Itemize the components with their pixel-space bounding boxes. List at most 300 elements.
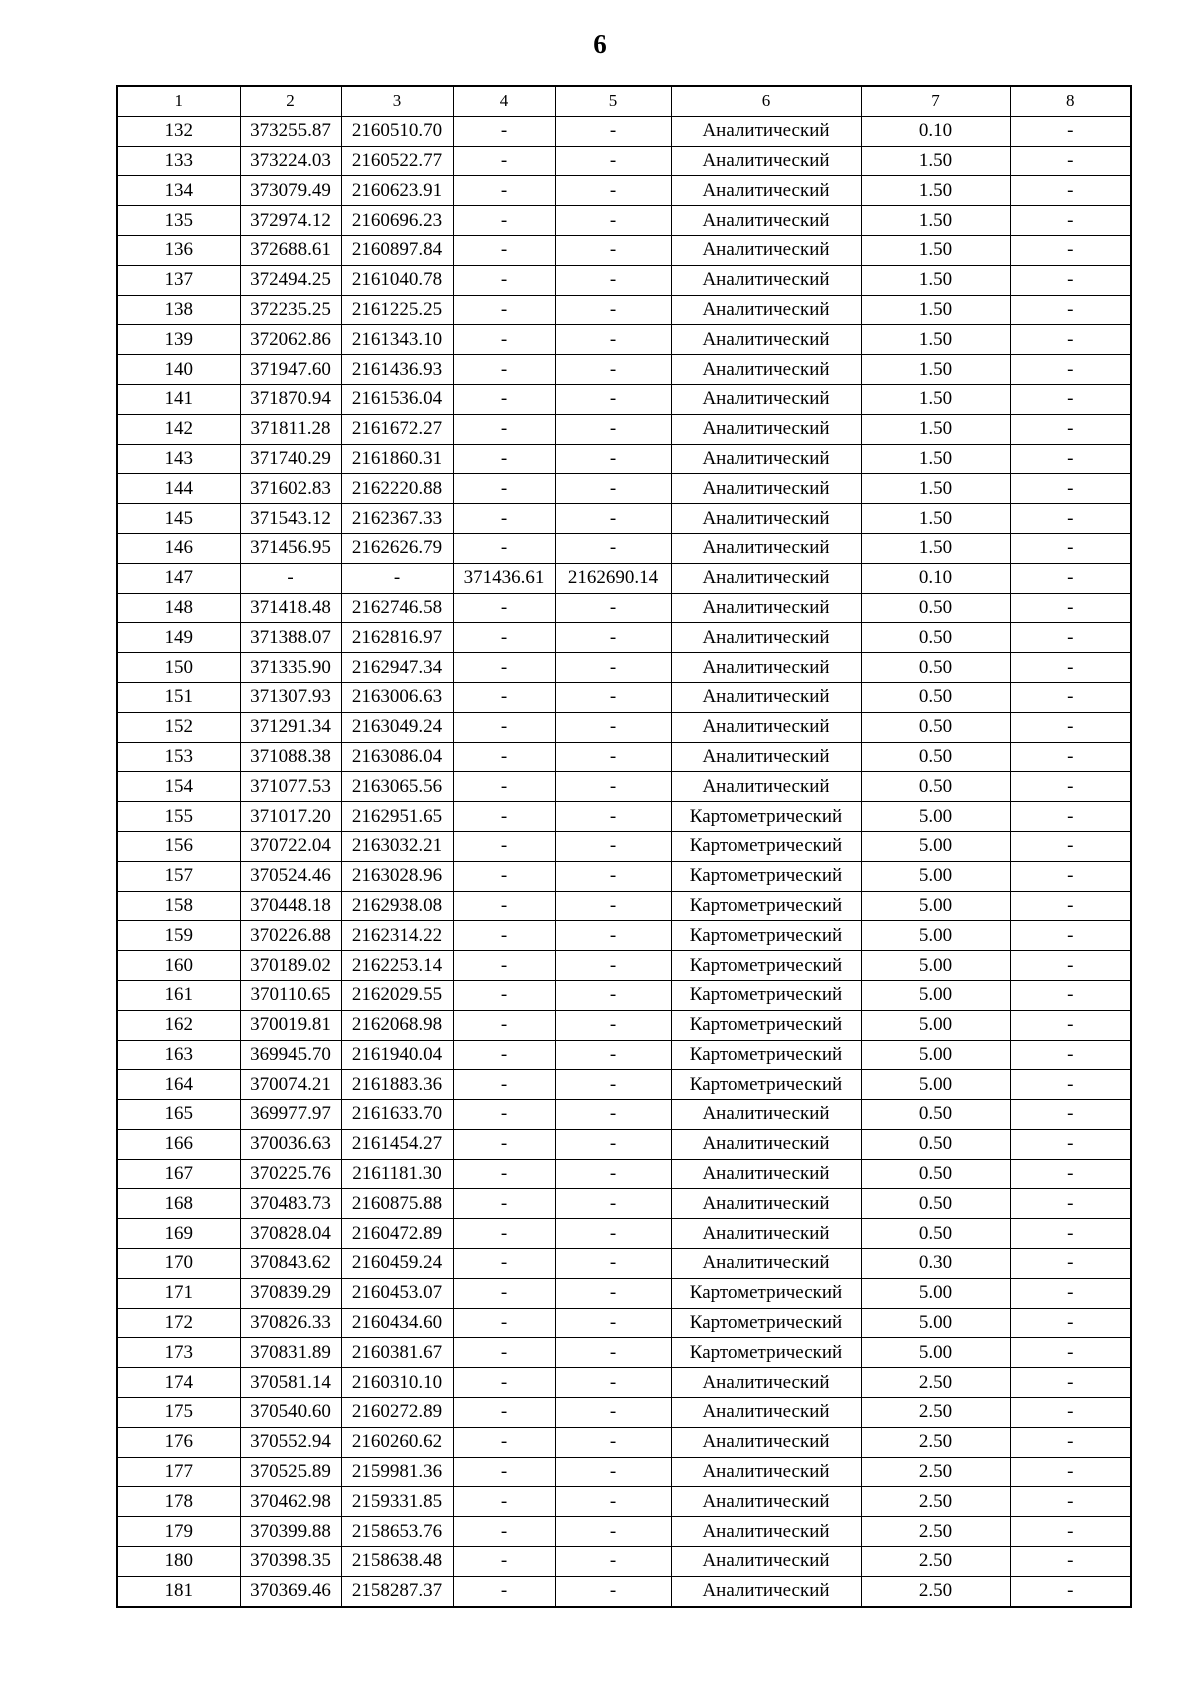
coord-x-new-cell: -	[453, 146, 555, 176]
table-row	[117, 1457, 1131, 1487]
coord-y-cell: 2163006.63	[341, 682, 453, 712]
coord-y-cell: 2162816.97	[341, 623, 453, 653]
table-row	[117, 623, 1131, 653]
coordinates-table	[116, 85, 1132, 1608]
coord-y-new-cell: -	[555, 504, 671, 534]
table-row	[117, 802, 1131, 832]
coord-y-new-cell: -	[555, 623, 671, 653]
accuracy-cell: 5.00	[861, 1308, 1010, 1338]
point-number-cell: 133	[117, 146, 240, 176]
note-cell: -	[1010, 325, 1131, 355]
point-number-cell: 163	[117, 1040, 240, 1070]
coord-y-cell: 2160897.84	[341, 235, 453, 265]
accuracy-cell: 2.50	[861, 1398, 1010, 1428]
accuracy-cell: 1.50	[861, 414, 1010, 444]
coord-x-cell: 369977.97	[240, 1100, 341, 1130]
coord-y-cell: 2160453.07	[341, 1278, 453, 1308]
coord-y-cell: 2161672.27	[341, 414, 453, 444]
coord-x-cell: 370826.33	[240, 1308, 341, 1338]
coord-y-cell: 2158638.48	[341, 1547, 453, 1577]
coord-y-cell: 2163086.04	[341, 742, 453, 772]
accuracy-cell: 1.50	[861, 533, 1010, 563]
method-cell: Аналитический	[671, 533, 861, 563]
note-cell: -	[1010, 444, 1131, 474]
coord-x-new-cell: -	[453, 444, 555, 474]
point-number-cell: 172	[117, 1308, 240, 1338]
coord-y-cell: 2160381.67	[341, 1338, 453, 1368]
point-number-cell: 173	[117, 1338, 240, 1368]
point-number-cell: 175	[117, 1398, 240, 1428]
note-cell: -	[1010, 593, 1131, 623]
coord-x-new-cell: -	[453, 1398, 555, 1428]
table-row	[117, 951, 1131, 981]
accuracy-cell: 0.50	[861, 1189, 1010, 1219]
coord-x-cell: 371947.60	[240, 355, 341, 385]
accuracy-cell: 2.50	[861, 1547, 1010, 1577]
coord-x-new-cell: -	[453, 533, 555, 563]
point-number-cell: 134	[117, 176, 240, 206]
coord-y-cell: 2160272.89	[341, 1398, 453, 1428]
table-row	[117, 1427, 1131, 1457]
coord-x-new-cell: 371436.61	[453, 563, 555, 593]
coord-y-cell: 2163065.56	[341, 772, 453, 802]
coord-x-new-cell: -	[453, 831, 555, 861]
method-cell: Аналитический	[671, 1547, 861, 1577]
note-cell: -	[1010, 1129, 1131, 1159]
accuracy-cell: 2.50	[861, 1457, 1010, 1487]
method-cell: Аналитический	[671, 563, 861, 593]
coord-y-new-cell: -	[555, 1427, 671, 1457]
coord-x-cell: 371602.83	[240, 474, 341, 504]
coord-y-cell: 2162220.88	[341, 474, 453, 504]
coord-x-cell: 370462.98	[240, 1487, 341, 1517]
coord-y-new-cell: 2162690.14	[555, 563, 671, 593]
point-number-cell: 144	[117, 474, 240, 504]
coord-y-new-cell: -	[555, 295, 671, 325]
table-row	[117, 384, 1131, 414]
table-row	[117, 325, 1131, 355]
coord-x-cell: 371456.95	[240, 533, 341, 563]
coord-x-cell: 371740.29	[240, 444, 341, 474]
table-row	[117, 295, 1131, 325]
note-cell: -	[1010, 1159, 1131, 1189]
note-cell: -	[1010, 355, 1131, 385]
column-header: 6	[671, 86, 861, 116]
point-number-cell: 171	[117, 1278, 240, 1308]
coord-y-new-cell: -	[555, 1576, 671, 1606]
note-cell: -	[1010, 474, 1131, 504]
coord-x-cell: 371543.12	[240, 504, 341, 534]
accuracy-cell: 1.50	[861, 384, 1010, 414]
table-row	[117, 444, 1131, 474]
coord-y-new-cell: -	[555, 682, 671, 712]
coord-y-cell: 2160696.23	[341, 206, 453, 236]
coord-y-cell: 2161343.10	[341, 325, 453, 355]
coord-x-new-cell: -	[453, 325, 555, 355]
coord-x-cell: 370019.81	[240, 1010, 341, 1040]
note-cell: -	[1010, 1189, 1131, 1219]
coord-y-cell: 2163032.21	[341, 831, 453, 861]
note-cell: -	[1010, 146, 1131, 176]
point-number-cell: 147	[117, 563, 240, 593]
coord-y-new-cell: -	[555, 533, 671, 563]
table-row	[117, 1547, 1131, 1577]
note-cell: -	[1010, 1040, 1131, 1070]
coord-x-cell: 372494.25	[240, 265, 341, 295]
coord-y-cell: 2159981.36	[341, 1457, 453, 1487]
coord-x-cell: 373224.03	[240, 146, 341, 176]
accuracy-cell: 0.50	[861, 712, 1010, 742]
coord-y-new-cell: -	[555, 1547, 671, 1577]
coord-x-new-cell: -	[453, 355, 555, 385]
table-row	[117, 1368, 1131, 1398]
point-number-cell: 151	[117, 682, 240, 712]
accuracy-cell: 0.50	[861, 1100, 1010, 1130]
coord-y-cell: 2162367.33	[341, 504, 453, 534]
note-cell: -	[1010, 1576, 1131, 1606]
table-row	[117, 1517, 1131, 1547]
coord-x-new-cell: -	[453, 1308, 555, 1338]
note-cell: -	[1010, 563, 1131, 593]
accuracy-cell: 0.50	[861, 1129, 1010, 1159]
table-row	[117, 146, 1131, 176]
coord-x-cell: 371870.94	[240, 384, 341, 414]
method-cell: Аналитический	[671, 1398, 861, 1428]
coord-x-cell: 370540.60	[240, 1398, 341, 1428]
note-cell: -	[1010, 414, 1131, 444]
coord-x-new-cell: -	[453, 206, 555, 236]
note-cell: -	[1010, 951, 1131, 981]
point-number-cell: 170	[117, 1249, 240, 1279]
coord-y-new-cell: -	[555, 712, 671, 742]
coord-y-new-cell: -	[555, 146, 671, 176]
method-cell: Картометрический	[671, 951, 861, 981]
coord-y-cell: 2162951.65	[341, 802, 453, 832]
coord-y-new-cell: -	[555, 325, 671, 355]
coord-x-new-cell: -	[453, 1457, 555, 1487]
note-cell: -	[1010, 1517, 1131, 1547]
accuracy-cell: 5.00	[861, 861, 1010, 891]
note-cell: -	[1010, 265, 1131, 295]
coord-x-cell: 370722.04	[240, 831, 341, 861]
accuracy-cell: 5.00	[861, 1040, 1010, 1070]
method-cell: Аналитический	[671, 653, 861, 683]
point-number-cell: 181	[117, 1576, 240, 1606]
point-number-cell: 176	[117, 1427, 240, 1457]
note-cell: -	[1010, 1368, 1131, 1398]
accuracy-cell: 0.10	[861, 116, 1010, 146]
coord-y-cell: 2158287.37	[341, 1576, 453, 1606]
coord-y-new-cell: -	[555, 116, 671, 146]
coord-y-cell: 2161454.27	[341, 1129, 453, 1159]
accuracy-cell: 5.00	[861, 1010, 1010, 1040]
method-cell: Аналитический	[671, 1457, 861, 1487]
accuracy-cell: 5.00	[861, 921, 1010, 951]
method-cell: Аналитический	[671, 474, 861, 504]
method-cell: Аналитический	[671, 1189, 861, 1219]
table-row	[117, 861, 1131, 891]
coord-y-cell: 2162746.58	[341, 593, 453, 623]
method-cell: Картометрический	[671, 1040, 861, 1070]
point-number-cell: 168	[117, 1189, 240, 1219]
coord-y-cell: 2161940.04	[341, 1040, 453, 1070]
note-cell: -	[1010, 712, 1131, 742]
coord-y-new-cell: -	[555, 1398, 671, 1428]
coord-y-cell: 2161436.93	[341, 355, 453, 385]
method-cell: Аналитический	[671, 504, 861, 534]
coord-x-new-cell: -	[453, 474, 555, 504]
table-row	[117, 1278, 1131, 1308]
point-number-cell: 145	[117, 504, 240, 534]
coord-y-cell: 2161181.30	[341, 1159, 453, 1189]
coord-x-cell: 370225.76	[240, 1159, 341, 1189]
coord-y-new-cell: -	[555, 176, 671, 206]
table-body	[117, 116, 1131, 1606]
column-header: 2	[240, 86, 341, 116]
accuracy-cell: 5.00	[861, 831, 1010, 861]
coord-x-cell: 370036.63	[240, 1129, 341, 1159]
coord-x-new-cell: -	[453, 1427, 555, 1457]
coord-y-new-cell: -	[555, 861, 671, 891]
coord-y-new-cell: -	[555, 235, 671, 265]
accuracy-cell: 1.50	[861, 325, 1010, 355]
coord-x-new-cell: -	[453, 265, 555, 295]
coord-y-new-cell: -	[555, 1338, 671, 1368]
table-row	[117, 1070, 1131, 1100]
method-cell: Картометрический	[671, 1010, 861, 1040]
coord-x-cell: 371418.48	[240, 593, 341, 623]
coord-x-new-cell: -	[453, 1129, 555, 1159]
point-number-cell: 169	[117, 1219, 240, 1249]
point-number-cell: 159	[117, 921, 240, 951]
coord-x-new-cell: -	[453, 1368, 555, 1398]
point-number-cell: 152	[117, 712, 240, 742]
accuracy-cell: 1.50	[861, 474, 1010, 504]
table-row	[117, 1338, 1131, 1368]
coord-x-new-cell: -	[453, 1189, 555, 1219]
coord-x-cell: 373079.49	[240, 176, 341, 206]
note-cell: -	[1010, 116, 1131, 146]
method-cell: Аналитический	[671, 265, 861, 295]
table-row	[117, 772, 1131, 802]
method-cell: Картометрический	[671, 891, 861, 921]
method-cell: Аналитический	[671, 712, 861, 742]
method-cell: Аналитический	[671, 176, 861, 206]
coord-x-new-cell: -	[453, 295, 555, 325]
coord-y-cell: 2160472.89	[341, 1219, 453, 1249]
point-number-cell: 167	[117, 1159, 240, 1189]
coord-x-new-cell: -	[453, 1219, 555, 1249]
point-number-cell: 155	[117, 802, 240, 832]
method-cell: Аналитический	[671, 295, 861, 325]
table-row	[117, 474, 1131, 504]
coord-y-cell: 2162947.34	[341, 653, 453, 683]
accuracy-cell: 1.50	[861, 295, 1010, 325]
method-cell: Аналитический	[671, 1219, 861, 1249]
coord-y-new-cell: -	[555, 1487, 671, 1517]
coord-y-new-cell: -	[555, 831, 671, 861]
coord-x-cell: 370189.02	[240, 951, 341, 981]
coord-x-cell: 370552.94	[240, 1427, 341, 1457]
method-cell: Аналитический	[671, 593, 861, 623]
point-number-cell: 153	[117, 742, 240, 772]
method-cell: Картометрический	[671, 921, 861, 951]
coord-y-cell: 2160434.60	[341, 1308, 453, 1338]
point-number-cell: 156	[117, 831, 240, 861]
note-cell: -	[1010, 802, 1131, 832]
coord-y-cell: 2160623.91	[341, 176, 453, 206]
point-number-cell: 138	[117, 295, 240, 325]
coord-x-cell: 370843.62	[240, 1249, 341, 1279]
coord-x-cell: 372974.12	[240, 206, 341, 236]
coord-y-new-cell: -	[555, 653, 671, 683]
column-header: 5	[555, 86, 671, 116]
method-cell: Аналитический	[671, 1100, 861, 1130]
method-cell: Аналитический	[671, 206, 861, 236]
note-cell: -	[1010, 1457, 1131, 1487]
table-row	[117, 1129, 1131, 1159]
table-row	[117, 1398, 1131, 1428]
coord-y-cell: 2160522.77	[341, 146, 453, 176]
coord-x-new-cell: -	[453, 1576, 555, 1606]
table-row	[117, 265, 1131, 295]
accuracy-cell: 2.50	[861, 1487, 1010, 1517]
table-row	[117, 176, 1131, 206]
coord-y-cell: 2162253.14	[341, 951, 453, 981]
coord-x-cell: 371388.07	[240, 623, 341, 653]
column-header: 1	[117, 86, 240, 116]
coord-y-new-cell: -	[555, 1129, 671, 1159]
coord-y-cell: 2161633.70	[341, 1100, 453, 1130]
point-number-cell: 158	[117, 891, 240, 921]
coord-x-new-cell: -	[453, 742, 555, 772]
coord-y-new-cell: -	[555, 265, 671, 295]
coord-y-cell: 2162626.79	[341, 533, 453, 563]
coord-y-cell: 2161860.31	[341, 444, 453, 474]
accuracy-cell: 1.50	[861, 504, 1010, 534]
method-cell: Картометрический	[671, 980, 861, 1010]
table-row	[117, 921, 1131, 951]
point-number-cell: 177	[117, 1457, 240, 1487]
coord-y-new-cell: -	[555, 1517, 671, 1547]
coord-x-cell: 370831.89	[240, 1338, 341, 1368]
point-number-cell: 179	[117, 1517, 240, 1547]
point-number-cell: 164	[117, 1070, 240, 1100]
coord-x-cell: 370581.14	[240, 1368, 341, 1398]
point-number-cell: 148	[117, 593, 240, 623]
method-cell: Аналитический	[671, 355, 861, 385]
accuracy-cell: 1.50	[861, 444, 1010, 474]
coord-y-cell: 2161225.25	[341, 295, 453, 325]
accuracy-cell: 2.50	[861, 1427, 1010, 1457]
coord-y-new-cell: -	[555, 1159, 671, 1189]
point-number-cell: 135	[117, 206, 240, 236]
coord-x-new-cell: -	[453, 623, 555, 653]
accuracy-cell: 2.50	[861, 1368, 1010, 1398]
table-row	[117, 563, 1131, 593]
note-cell: -	[1010, 1338, 1131, 1368]
note-cell: -	[1010, 1308, 1131, 1338]
method-cell: Аналитический	[671, 1517, 861, 1547]
coord-x-cell: 370369.46	[240, 1576, 341, 1606]
coord-y-new-cell: -	[555, 772, 671, 802]
note-cell: -	[1010, 384, 1131, 414]
point-number-cell: 132	[117, 116, 240, 146]
point-number-cell: 142	[117, 414, 240, 444]
table-row	[117, 1576, 1131, 1606]
coord-y-new-cell: -	[555, 474, 671, 504]
coord-x-new-cell: -	[453, 384, 555, 414]
table-row	[117, 891, 1131, 921]
coord-x-cell: 371811.28	[240, 414, 341, 444]
note-cell: -	[1010, 831, 1131, 861]
coord-x-new-cell: -	[453, 1249, 555, 1279]
coord-x-cell: 370399.88	[240, 1517, 341, 1547]
point-number-cell: 143	[117, 444, 240, 474]
coord-y-cell: 2162938.08	[341, 891, 453, 921]
coord-x-new-cell: -	[453, 1159, 555, 1189]
coord-x-cell: 371335.90	[240, 653, 341, 683]
coord-x-new-cell: -	[453, 891, 555, 921]
coord-y-new-cell: -	[555, 593, 671, 623]
coord-x-new-cell: -	[453, 951, 555, 981]
coord-y-cell: 2161883.36	[341, 1070, 453, 1100]
coord-x-new-cell: -	[453, 1100, 555, 1130]
coord-y-new-cell: -	[555, 1040, 671, 1070]
point-number-cell: 160	[117, 951, 240, 981]
point-number-cell: 149	[117, 623, 240, 653]
coord-y-cell: 2160459.24	[341, 1249, 453, 1279]
method-cell: Аналитический	[671, 235, 861, 265]
table-row	[117, 1487, 1131, 1517]
point-number-cell: 166	[117, 1129, 240, 1159]
accuracy-cell: 2.50	[861, 1517, 1010, 1547]
coord-x-new-cell: -	[453, 414, 555, 444]
point-number-cell: 161	[117, 980, 240, 1010]
method-cell: Аналитический	[671, 444, 861, 474]
coord-x-new-cell: -	[453, 1010, 555, 1040]
coord-y-new-cell: -	[555, 1457, 671, 1487]
table-row	[117, 831, 1131, 861]
coord-x-new-cell: -	[453, 653, 555, 683]
coord-y-new-cell: -	[555, 1249, 671, 1279]
coord-y-cell: 2163028.96	[341, 861, 453, 891]
coord-x-cell: 370483.73	[240, 1189, 341, 1219]
note-cell: -	[1010, 206, 1131, 236]
point-number-cell: 139	[117, 325, 240, 355]
accuracy-cell: 0.30	[861, 1249, 1010, 1279]
coord-y-cell: 2162314.22	[341, 921, 453, 951]
coord-x-new-cell: -	[453, 235, 555, 265]
coord-y-new-cell: -	[555, 951, 671, 981]
coord-x-new-cell: -	[453, 176, 555, 206]
method-cell: Аналитический	[671, 1576, 861, 1606]
method-cell: Аналитический	[671, 1427, 861, 1457]
coord-y-new-cell: -	[555, 1308, 671, 1338]
table-row	[117, 1308, 1131, 1338]
accuracy-cell: 1.50	[861, 355, 1010, 385]
coord-x-new-cell: -	[453, 1070, 555, 1100]
coord-x-cell: 370398.35	[240, 1547, 341, 1577]
coord-x-new-cell: -	[453, 772, 555, 802]
accuracy-cell: 0.50	[861, 623, 1010, 653]
coord-y-cell: 2162068.98	[341, 1010, 453, 1040]
note-cell: -	[1010, 682, 1131, 712]
table-row	[117, 980, 1131, 1010]
method-cell: Картометрический	[671, 1308, 861, 1338]
method-cell: Аналитический	[671, 623, 861, 653]
note-cell: -	[1010, 1547, 1131, 1577]
